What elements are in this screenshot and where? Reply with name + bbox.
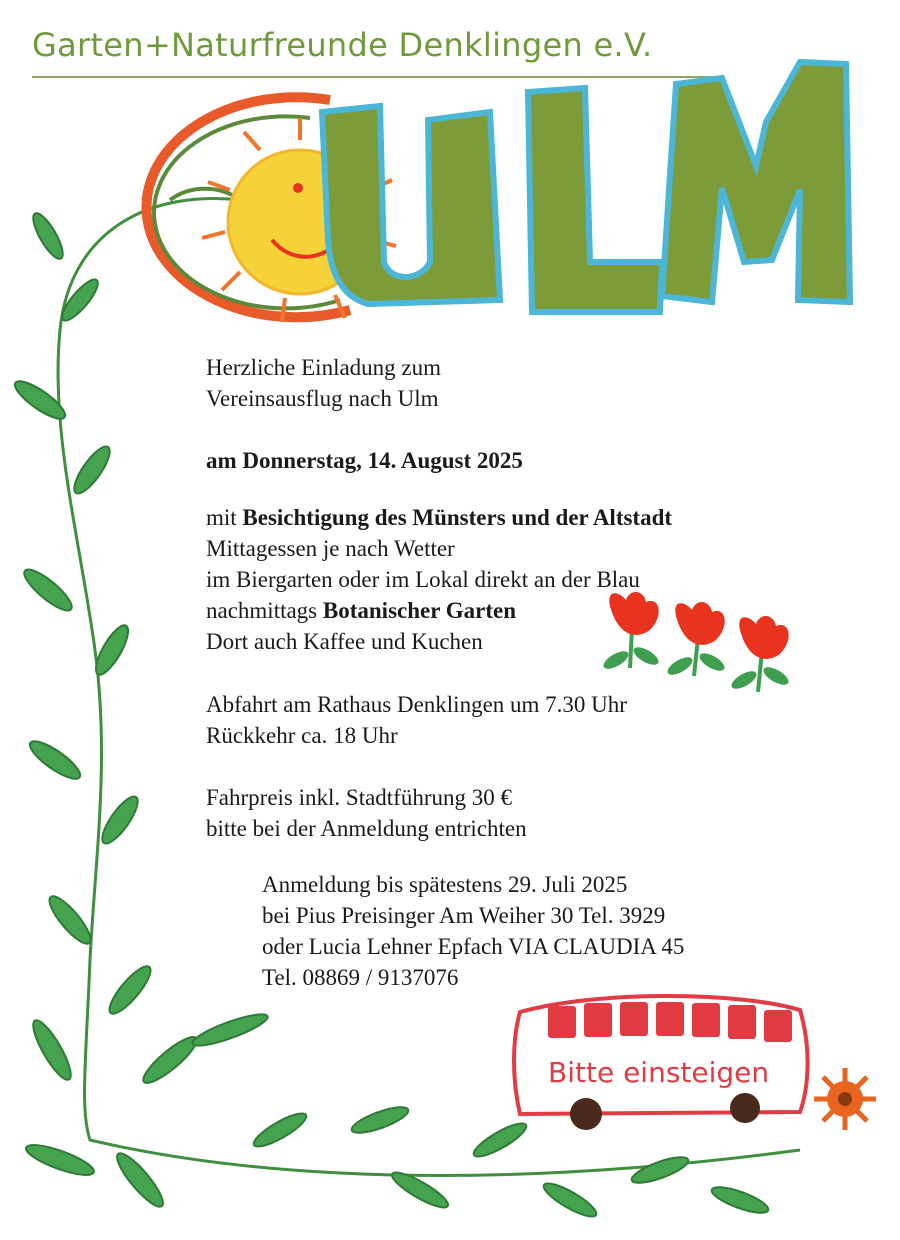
departure-line: Abfahrt am Rathaus Denklingen um 7.30 Uhr: [206, 692, 627, 717]
program-line: nachmittags Botanischer Garten: [206, 598, 517, 623]
program-line: im Biergarten oder im Lokal direkt an der Blau: [206, 567, 640, 592]
program-highlight: Besichtigung des Münsters und der Altstadt: [242, 505, 673, 530]
invitation-line: Herzliche Einladung zum: [206, 355, 442, 380]
price-block: [206, 782, 527, 844]
flower-icon: [814, 1068, 876, 1130]
program-highlight: Botanischer Garten: [322, 598, 517, 623]
invitation-block: [206, 352, 441, 414]
program-block: [206, 502, 672, 657]
return-line: Rückkehr ca. 18 Uhr: [206, 723, 398, 748]
departure-block: [206, 689, 627, 751]
club-title: Garten+Naturfreunde Denklingen e.V.: [32, 26, 653, 64]
registration-contact: oder Lucia Lehner Epfach VIA CLAUDIA 45: [262, 934, 685, 959]
price-line: Fahrpreis inkl. Stadtführung 30 €: [206, 785, 512, 810]
program-line: mit Besichtigung des Münsters und der Altstadt: [206, 505, 673, 530]
program-line: Mittagessen je nach Wetter: [206, 536, 455, 561]
payment-note: bitte bei der Anmeldung entrichten: [206, 816, 527, 841]
registration-contact: bei Pius Preisinger Am Weiher 30 Tel. 3929: [262, 903, 666, 928]
bus-icon: [514, 996, 808, 1130]
event-date: am Donnerstag, 14. August 2025: [206, 448, 523, 473]
registration-phone: Tel. 08869 / 9137076: [262, 965, 459, 990]
program-line: Dort auch Kaffee und Kuchen: [206, 629, 483, 654]
bus-text: Bitte einsteigen: [548, 1056, 770, 1089]
registration-deadline: Anmeldung bis spätestens 29. Juli 2025: [262, 872, 628, 897]
ulm-title-letters: [322, 62, 850, 312]
registration-block: [262, 869, 684, 993]
invitation-line: Vereinsausflug nach Ulm: [206, 386, 439, 411]
